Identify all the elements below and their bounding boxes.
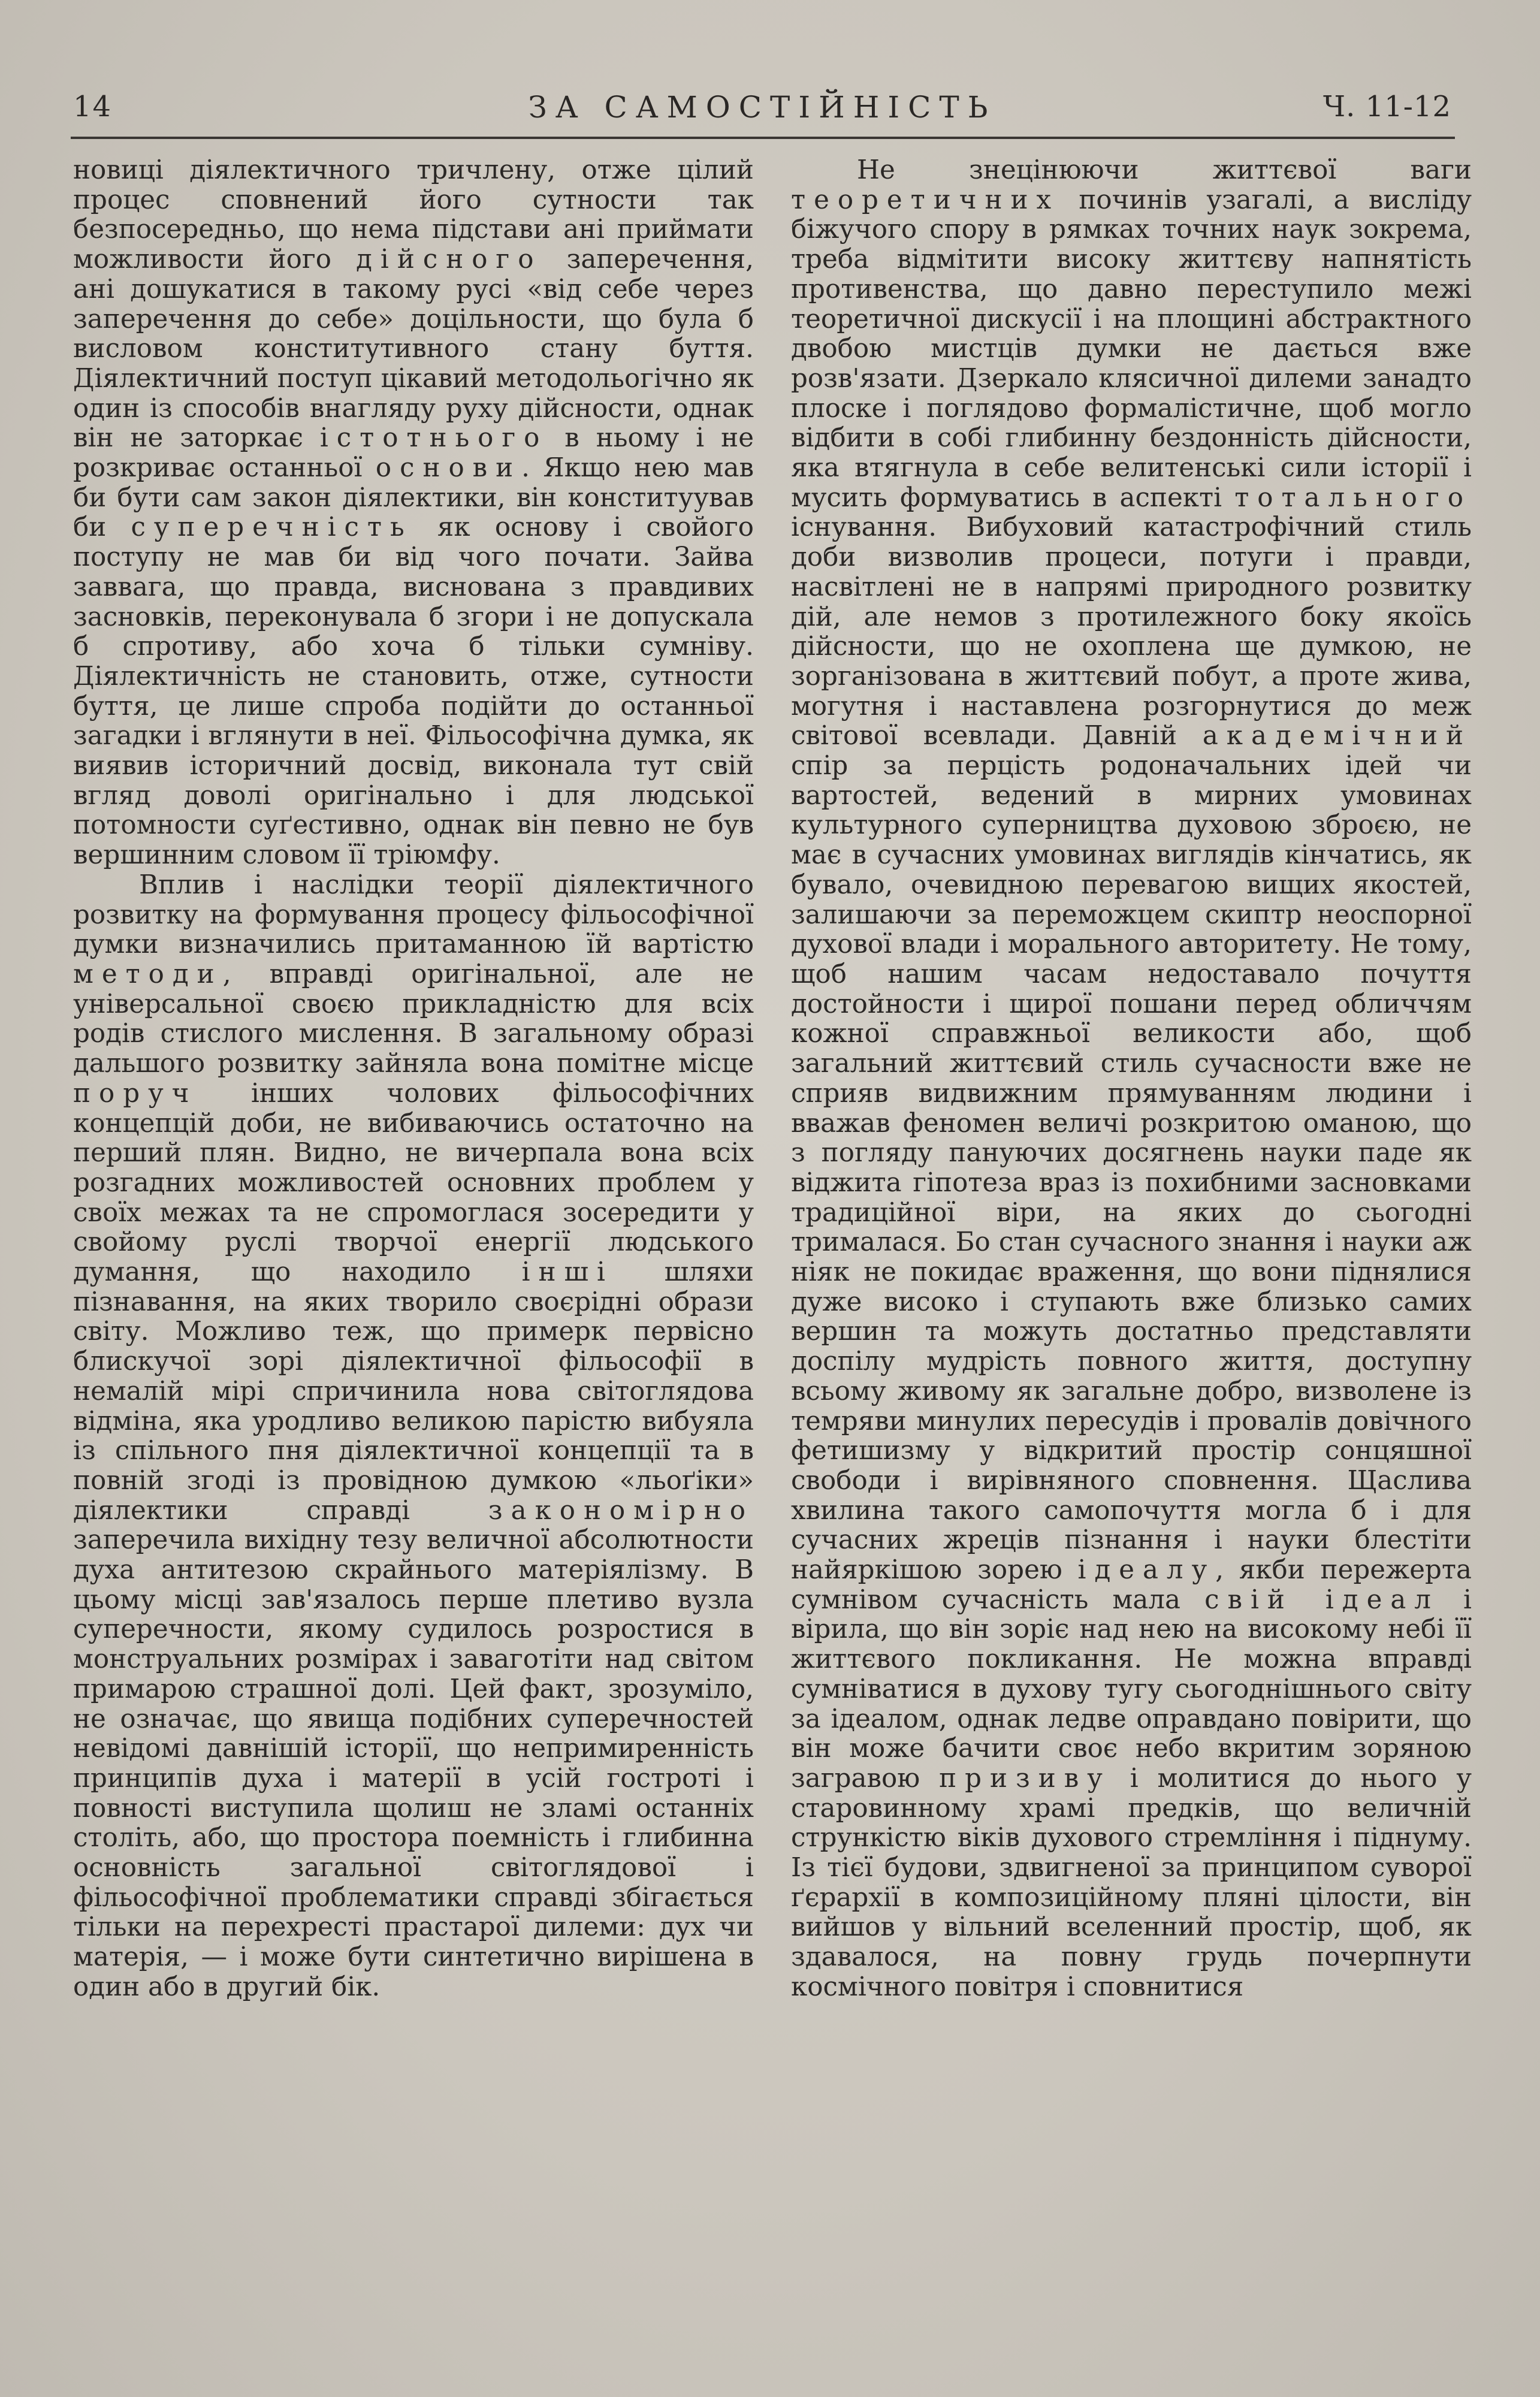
left-column [73, 156, 754, 2003]
emphasis: тотального [1234, 482, 1472, 513]
header-rule [71, 137, 1455, 139]
paragraph: новиці діялектичного тричлену, отже цілий процес сповнений його сутности так безпосередньо, що нема підстави ані приймати можливости його дійсного заперечення, ані дошукатися в такому русі «від себе через заперечення до себе» доцільности, що була б висловом конститутивного стану буття. Діялектичний поступ цікавий методольогічно як один із способів внагляду руху дійсности, однак він не заторкає істотнього в ньому і не розкриває останньої основи. Якщо нею мав би бути сам закон діялектики, він конституував би суперечність як основу і свойого поступу не мав би від чого почати. Зайва заввага, що правда, висновaна з правдивих засновків, переконувала б згори і не допускала б спротиву, або хоча б тільки сумніву. Діялектичність не становить, отже, сутности буття, це лише спроба подійти до останньої загадки і вглянути в неї. Фільософічна думка, як виявив історичний досвід, виконала тут свій вгляд доволі оригінально і для людської потомности суґестивно, однак він певно не був вершинним словом її тріюмфу. [73, 155, 754, 871]
emphasis: суперечність [131, 512, 413, 543]
paragraph: Не знецінюючи життєвої ваги теоретичних починів узагалі, а висліду біжучого спору в рямках точних наук зокрема, треба відмітити високу життєву напнятість противенства, що давно переступило межі теоретичної дискусії і на площині абстрактного двобою мистців думки не дається вже розв'язати. Дзеркало клясичної дилеми занадто плоске і поглядово формалістичне, щоб могло відбити в собі глибинну бездонність дійсности, яка втягнула в себе велитенські сили історії і мусить формуватись в аспекті тотального існування. Вибуховий катастрофічний стиль доби визволив процеси, потуги і правди, насвітлені не в напрямі природного розвитку дій, але немов з протилежного боку якоїсь дійсности, що не охоплена ще думкою, не зорганізована в життєвий побут, а проте жива, могутня і наставлена розгорнутися до меж світової всевлади. Давній академічний спір за перцість родоначальних ідей чи вартостей, ведений в мирних умовинах культурного суперництва духовою зброєю, не має в сучасних умовинах виглядів кінчатись, як бувало, очевидною перевагою вищих якостей, залишаючи за переможцем скиптр неоспорної духової влади і морального авторитету. Не тому, щоб нашим часам недоставало почуття достойности і щирої пошани перед обличчям кожної справжньої великости або, щоб загальний життєвий стиль сучасности вже не сприяв видвижним прямуванням людини і вважав феномен величі розкритою оманою, що з погляду пануючих досягнень науки паде як віджита гіпотеза враз із похибними засновками традиційної віри, на яких до сьогодні трималася. Бо стан сучасного знання і науки аж ніяк не покидає враження, що вони піднялися дуже високо і ступають вже близько самих вершин та можуть достатньо представляти доспілу мудрість повного життя, доступну всьому живому як загальне добро, визволене із темряви минулих пересудів і провалів довічного фетишизму у відкритий простір сонцяшної свободи і вирівняного сповнення. Щаслива хвилина такого самопочуття могла б і для сучасних жреців пізнання і науки блестіти найяркішою зорею ідеалу, якби пережерта сумнівом сучасність мала свій ідеал і вірила, що він зоріє над нею на високому небі її життєвого покликання. Не можна вправді сумніватися в духову тугу сьогоднішнього світу за ідеалом, однак ледве оправдано повірити, що він може бачити своє небо вкритим зоряною загравою призиву і молитися до нього у старовинному храмі предків, що величній стрункістю віків духового стремління і піднуму. Із тієї будови, здвигненої за принципом суворої ґєрархії в композиційному пляні цілости, він вийшов у вільний вселенний простір, щоб, як здавалося, на повну грудь почерпнути космічного повітря і сповнитися [791, 155, 1472, 2002]
right-column [791, 156, 1472, 2003]
emphasis: інші [521, 1257, 614, 1288]
emphasis: поруч [73, 1078, 198, 1109]
emphasis: свій ідеал [1204, 1584, 1439, 1615]
emphasis: істотнього [319, 423, 548, 454]
emphasis: академічний [1202, 721, 1472, 751]
emphasis: призиву [939, 1763, 1111, 1794]
page-number: 14 [73, 90, 113, 123]
emphasis: ідеалу [1077, 1555, 1216, 1586]
emphasis: основи [375, 453, 522, 484]
issue-number: Ч. 11-12 [1323, 90, 1451, 123]
emphasis: дійсного [356, 244, 542, 275]
page-header [73, 90, 1451, 138]
journal-title: ЗА САМОСТІЙНІСТЬ [528, 90, 997, 125]
paragraph: Вплив і наслідки теорії діялектичного розвитку на формування процесу фільософічної думки визначились притаманною їй вартістю методи, вправді оригінальної, але не універсальної своєю прикладністю для всіх родів стислого мислення. В загальному образі дальшого розвитку зайняла вона помітне місце поруч інших чоловиx фільософічних концепцій доби, не вибиваючись остаточно на перший плян. Видно, не вичерпала вона всіх розгадних можливостей основних проблем у своїх межах та не спромоглася зосередити у свойому руслі творчої енергії людського думання, що находило інші шляхи пізнавання, на яких творило своєрідні образи світу. Можливо теж, що примерк первісно блискучої зорі діялектичної фільософії в немалій мірі спричинила нова світоглядова відміна, яка уродливо великою парістю вибуяла із спільного пня діялектичної концепції та в повній згоді із провідною думкою «льоґіки» діялектики справді закономірно заперечила вихідну тезу величної абсолютности духа антитезою скрайнього матеріялізму. В цьому місці зав'язалось перше плетиво вузла суперечности, якому судилось розростися в монструальних розмірах і заваготіти над світом примарою страшної долі. Цей факт, зрозуміло, не означає, що явища подібних суперечностей невідомі давнішій історії, що непримиренність принципів духа і матерії в усій гостроті і повності виступила щолиш не зламі останніх століть, або, що простора поемність і глибинна основність загальної світоглядової і фільософічної проблематики справді збігається тільки на перехресті прастарої дилеми: дух чи матерія, — і може бути синтетично вирішена в один або в другий бік. [73, 870, 754, 2002]
emphasis: закономірно [488, 1495, 754, 1526]
emphasis: теоретичних [791, 185, 1060, 215]
emphasis: методи [73, 959, 223, 989]
